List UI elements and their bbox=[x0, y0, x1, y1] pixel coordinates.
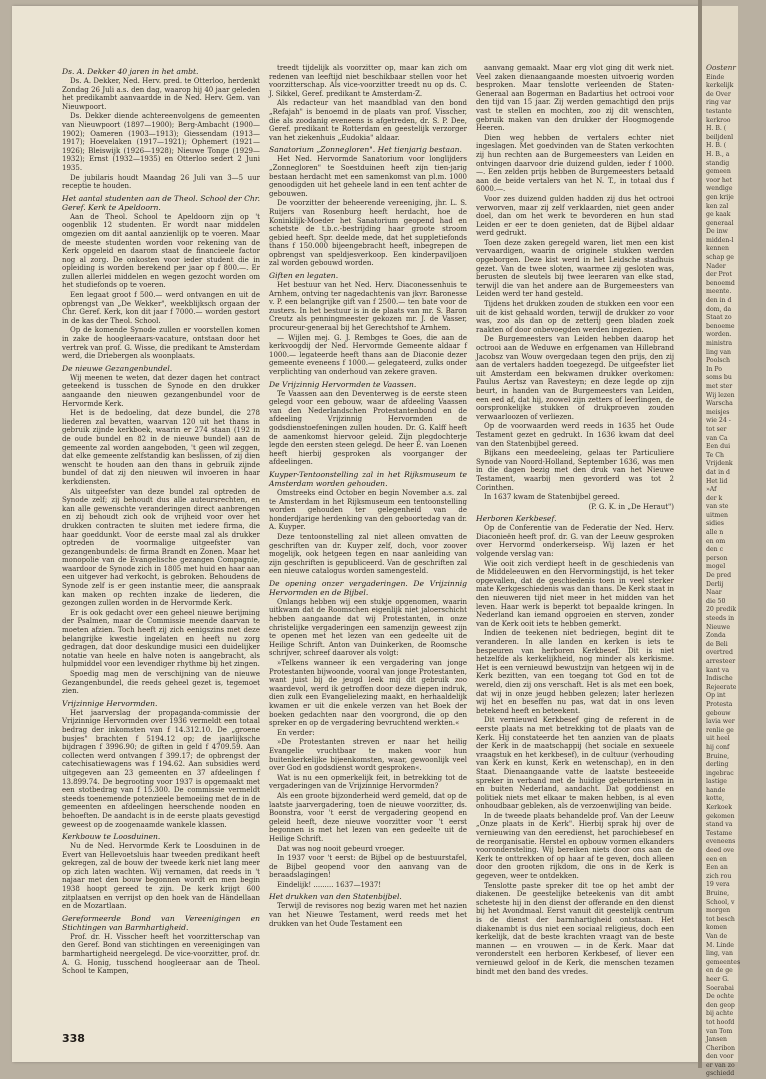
article-paragraph: Prof. dr. H. Visscher heeft het voorzitterschap van den Geref. Bond van stichtingen en vereenigingen van barmhartigheid neergelegd. De vice-voorzitter, prof. dr. A. G. Honig, tusschend hoogleeraar aan de Theol. School te Kampen, bbox=[62, 932, 260, 976]
adjacent-page-line: De pred bbox=[706, 572, 732, 580]
adjacent-page-line: kotte, bbox=[706, 795, 725, 803]
adjacent-page-line: Bruine, bbox=[706, 890, 730, 897]
article-heading: Gereformeerde Bond van Vereenigingen en Stichtingen van Barmhartigheid. bbox=[62, 913, 260, 932]
article-paragraph: Tijdens het drukken zouden de stukken een voor een uit de kist gehaald worden, terwijl de drukker zo voor was, zoo als dan op de zetterij geen bladen zoek raakten of door onbevoegden werden ingezien. bbox=[476, 300, 674, 334]
adjacent-page-line: de Beli bbox=[706, 640, 728, 648]
adjacent-page-line: M. Linde bbox=[706, 941, 734, 949]
article-heading: Vrijzinnige Hervormden. bbox=[62, 698, 158, 708]
adjacent-page-line: Zonda bbox=[706, 632, 726, 640]
article-paragraph: Wat is nu een opmerkelijk feit, in betrekking tot de vergaderingen van de Vrijzinnige Hervormden? bbox=[269, 773, 467, 791]
adjacent-page-line: benoemd bbox=[706, 279, 735, 287]
article-paragraph: In 1637 kwam de Statenbijbel gereed. bbox=[484, 493, 620, 502]
adjacent-page-line: er van zo bbox=[706, 1061, 735, 1069]
article bbox=[476, 64, 674, 511]
adjacent-page-line: schap ge bbox=[706, 254, 734, 262]
article-heading: De nieuwe Gezangenbundel. bbox=[62, 363, 173, 373]
article-paragraph: Dat was nog nooit gebeurd vroeger. bbox=[277, 844, 405, 853]
adjacent-page-line: den in d bbox=[706, 297, 732, 305]
adjacent-page-line: stand va bbox=[706, 821, 733, 829]
article-heading: Sanatorium „Zonnegloren". Het tienjarig bestaan. bbox=[269, 145, 462, 155]
adjacent-page-line: renlie ge bbox=[706, 726, 734, 734]
adjacent-page-line: mogel bbox=[706, 563, 726, 571]
adjacent-page-line: gen krije bbox=[706, 193, 734, 201]
article-paragraph: aanvang gemaakt. Maar erg vlot ging dit werk niet. Veel zaken dienaangaande moesten uitvoerig worden besproken. Maar tenslotte verleenden de Staten-Generaal aan Bogerman en Badartius het octrooi voor den tijd van 15 jaar. Zij werden gemachtigd den prijs vast te stellen en mochten, zoo zij dit wenschten, gebruik maken van den drukker der Hoogmogende Heeren. bbox=[476, 64, 674, 133]
adjacent-page-line: H. B. ( bbox=[706, 125, 727, 133]
column-3 bbox=[476, 64, 674, 1004]
article-paragraph: Op de voorwaarden werd reeds in 1635 het Oude Testament gezet en gedrukt. In 1636 kwam dat deel van den Statenbijbel gereed. bbox=[476, 422, 674, 448]
article-paragraph: Indien de teekenen niet bedriegen, begint dit te veranderen. In alle landen en kerken is iets te bespeuren van herboren Kerkbesef. Dit is niet hetzelfde als kerkelijkheid, nog minder als kerkisme. Het is een vernieuwd bewustzijn van hetgeen wij in de Kerk bezitten, van een toegang tot God en tot de wereld, dien zij ons verschaft. Het is als met een boek, dat wij in onze jeugd hebben gelezen; later herlezen wij het en beseffen nu pas, wat dat in ons leven betekend heeft en beteekent. bbox=[476, 629, 674, 715]
adjacent-page-column bbox=[702, 6, 766, 1079]
adjacent-page-line: Te Ch bbox=[706, 451, 724, 459]
adjacent-page-line: ken zal bbox=[706, 202, 729, 210]
adjacent-page-line: In Po bbox=[706, 365, 723, 373]
adjacent-page-line: de Over bbox=[706, 90, 731, 98]
article-paragraph: In 1937 voor 't eerst: de Bijbel op de bestuurstafel, de Bijbel geopend voor den aanvang van de beraadslagingen! bbox=[269, 854, 467, 880]
article-heading: Giften en legaten. bbox=[269, 271, 339, 281]
adjacent-page-line: den geop bbox=[706, 1001, 735, 1009]
adjacent-page-line: midden-l bbox=[706, 236, 734, 244]
adjacent-page-line: Poolsch bbox=[706, 357, 730, 365]
adjacent-page-line: worden. bbox=[706, 331, 732, 339]
adjacent-page-line: komen bbox=[706, 924, 727, 932]
adjacent-page-line: der Prot bbox=[706, 271, 732, 279]
article-paragraph: Een legaat groot f 500.— werd ontvangen en uit de opbrengst van „De Wekker", weekblijksch orgaan der Chr. Geref. Kerk, kon dit jaar f 7000.— worden gestort in de kas der Theol. School. bbox=[62, 291, 260, 325]
article-paragraph: Tenslotte paste spreker dit toe op het ambt der diakenen. De geestelijke beteekenis van dit ambt scheteste hij in den dienst der offerande en den dienst bij het Avondmaal. Eerst vanuit dit geestelijk centrum is de dienst der barmhartigheid ontstaan. Het diakenambt is dus niet een sociaal religieus, doch een kerkelijk, dat de beste krachten vraagt van de beste mannen — en vrouwen — in de Kerk. Maar dat veronderstelt een herboren Kerkbesef, of liever een vernieuwd geloof in de Kerk, die menschen tezamen bindt met den band des vredes. bbox=[476, 881, 674, 976]
article bbox=[269, 64, 467, 142]
article-paragraph: Dit vernieuwd Kerkbesef ging de referent in de eerste plaats na met betrekking tot de plaats van de Kerk. Hij constateerde het ten aanzien van de plaats der Kerk in de maatschappij (het sociale en sexueele vraagstuk en het kerkbesef), in de cultuur (verhouding van Kerk en kunst, Kerk en wetenschap), en in den Staat. Dienaangaande vatte de laatste besteeeide spreker in verband met de huidige gebeurtenissen in en buiten Nederland, aandacht. Dat goddienst en politiek niets met elkaar te maken hebben, is al even onhoudbaar gebleken, als de verzoenwijling van beide. bbox=[476, 716, 674, 811]
adjacent-page-line: ingebrac bbox=[706, 769, 734, 777]
article-paragraph: Omstreeks eind October en begin November a.s. zal te Amsterdam in het Rijksmuseum een tentoonstelling worden gehouden ter gelegenheid van de honderdjarige herdenking van den geboortedag van dr. A. Kuyper. bbox=[269, 488, 467, 532]
adjacent-page-line: benoeme bbox=[706, 322, 735, 330]
adjacent-page-line: Soerabai bbox=[706, 984, 734, 992]
article-paragraph: Toen deze zaken geregeld waren, liet men een kist vervaardigen, waarin de originele stukken werden opgeborgen. Deze kist werd in het Leidsche stadhuis gezet. Van de twee sloten, waarmee zij gesloten was, berusten de sleutels bij twee leeraren van elke stad, terwijl die van het andere aan de Burgemeesters van Leiden werd ter hand gesteld. bbox=[476, 238, 674, 299]
article-paragraph: Te Vaassen aan den Deventerweg is de eerste steen gelegd voor een gebouw, waar de afdeeling Vaassen van den Nederlandschen Protestantenbond en de afdeeling Vrijzinnig Hervormden de godsdienstoefeningen zullen houden. Dr. G. Kalff heeft de aamenkomst hiervoor geleid. Zijn plegdochterje legde den eersten steen gelegd. De heer E. van Loenen heeft hierbij gesproken als voorganger der afdeelingen. bbox=[269, 389, 467, 467]
adjacent-page-line: heer G. bbox=[706, 975, 729, 983]
adjacent-page-line: kant va bbox=[706, 666, 730, 674]
adjacent-page-line: sidies bbox=[706, 520, 724, 528]
adjacent-page-line: kennen bbox=[706, 245, 730, 253]
adjacent-page-line: der k bbox=[706, 494, 723, 502]
article bbox=[269, 380, 467, 467]
article-paragraph: »De Protestanten streven er naar het heilig Evangelie vruchtbaar te maken voor hun buitenkerkelijke bijeenkomsten, waar, gewoonlijk veel over God en godsdienst wordt gesproken«. bbox=[269, 738, 467, 773]
adjacent-page-line: »Af bbox=[706, 486, 717, 494]
column-1 bbox=[62, 64, 260, 1004]
adjacent-page-line: overtred bbox=[706, 649, 733, 657]
adjacent-page-line: meisjes bbox=[706, 408, 730, 416]
adjacent-page-line: lastige bbox=[706, 778, 727, 786]
article-heading: De opening onzer vergaderingen. De Vrijzinnig Hervormden en de Bijbel. bbox=[269, 578, 467, 597]
adjacent-page-line: tot besch bbox=[706, 915, 735, 923]
article bbox=[269, 892, 467, 928]
article-paragraph: Wie ooit zich verdiept heeft in de geschiedenis van de Middeleeuwen en den Hervormingstijd, is het teker opgevallen, dat de geschiedenis toen in veel sterker mate Kerkgeschiedenis was dan thans. De Kerk staat in den nieuweren tijd niet meer in het midden van het leven. Haar werk is beperkt tot bepaalde kringen. In Nederland kan iemand opgroeien en sterven, zonder van de Kerk ooit iets te hebben gemerkt. bbox=[476, 559, 674, 628]
adjacent-page-line: standig bbox=[706, 159, 730, 167]
article bbox=[62, 364, 260, 696]
adjacent-page-line: bij achte bbox=[706, 1010, 734, 1018]
adjacent-page-line: lavia wer bbox=[706, 718, 735, 726]
adjacent-page-line: steeds in bbox=[706, 615, 735, 622]
article bbox=[476, 514, 674, 976]
adjacent-page-line: die 50 bbox=[706, 597, 726, 605]
adjacent-page-line: Protesta bbox=[706, 700, 733, 708]
adjacent-page-line: Testame bbox=[706, 829, 733, 837]
article-heading: De Vrijzinnig Hervormden te Vaassen. bbox=[269, 379, 417, 389]
adjacent-page-line: 19 vera bbox=[706, 881, 730, 889]
adjacent-page-line: gekomen bbox=[706, 812, 735, 820]
article-paragraph: Terwijl de revisores nog bezig waren met het nazien van het Nieuwe Testament, werd reeds met het drukken van het Oude Testament een bbox=[269, 902, 467, 928]
adjacent-page-line: Nieuwe bbox=[706, 623, 730, 631]
adjacent-page-line: Bruine, bbox=[706, 752, 730, 760]
article-paragraph: De voorzitter der beheerende vereeniging, jhr. L. S. Ruijers van Rosenburg heeft herdacht, hoe de Koninklijk-Moeder het Sanatorium geopend had en schetste de t.b.c.-bestrijding haar groote stroom gebied heeft. Spr. deelde mede, dat het suppletiefonds thans f 150.000 bijeengebracht heeft, inbegrepen de opbrengst van speldjesverkoop. Een kinderpaviljoen zal worden gebouwd worden. bbox=[269, 199, 467, 268]
article-heading: Herboren Kerkbesef. bbox=[476, 514, 557, 524]
page-number: 338 bbox=[62, 1032, 85, 1045]
article bbox=[269, 579, 467, 890]
adjacent-page-line: en de ge bbox=[706, 967, 733, 975]
article-paragraph: Op de komende Synode zullen er voorstellen komen in zake de hoogleeraars-vacature, ontstaan door het vertrek van prof. G. Wisse, die predikant te Amsterdam werd, die Driebergen als woonplaats. bbox=[62, 326, 260, 361]
adjacent-page-line: een en bbox=[706, 855, 727, 863]
article-paragraph: De jubilaris houdt Maandag 26 Juli van 3—5 uur receptie te houden. bbox=[62, 173, 260, 191]
column-2 bbox=[269, 64, 467, 1004]
article-paragraph: Eindelijk! ......... 1637—1937! bbox=[277, 880, 382, 889]
adjacent-page-line: ling van bbox=[706, 348, 732, 356]
adjacent-page-line: Jansen bbox=[706, 1036, 727, 1044]
adjacent-page-line: eveneens bbox=[706, 838, 736, 846]
adjacent-page-heading: Oostenr bbox=[706, 63, 736, 72]
adjacent-page-line: morgen bbox=[706, 907, 731, 915]
article-paragraph: Ds. Dekker diende achtereenvolgens de gemeenten van Nieuwpoort (1897—1900); Berg-Ambacht (1900—1902); Oameren (1903—1913); Giessendam (1913—1917); Hoevelaken (1917—1921); Ophemert (1921—1926); Bleiswijk (1926—1928); Nieuwe Tonge (1929—1932); Ernst (1932—1935) en Otterloo sedert 2 Juni 1935. bbox=[62, 112, 260, 172]
article-paragraph: Bijkans een meedeeleing, gelaas ter Particuliere Synode van Noord-Holland, September 1636, was men in die dagen bezig met den druk van het Nieuwe Testament, waarbij men gevorderd was tot 2 Corinthen. bbox=[476, 449, 674, 492]
adjacent-page-line: Naar bbox=[706, 589, 722, 597]
adjacent-page-line: uit heel bbox=[706, 735, 730, 743]
article-signature: (P. G. K. in „De Heraut") bbox=[588, 502, 674, 511]
adjacent-page-line: Op int bbox=[706, 692, 726, 700]
adjacent-page-line: meente. bbox=[706, 288, 732, 296]
adjacent-page-line: deed ove bbox=[706, 847, 735, 855]
adjacent-page-line: van Tom bbox=[706, 1027, 733, 1035]
article-paragraph: Als redacteur van het maandblad van den bond „Refajah" is benoemd in de plaats van prof. Visscher, die als zoodanig eveneens is afgetreden, dr. S. P. Dee, Geref. predikant te Rotterdam en geestelijk verzorger van het ziekenhuis „Eudokia" aldaar. bbox=[269, 99, 467, 142]
article-paragraph: Aan de Theol. School te Apeldoorn zijn op 't oogenblik 12 studenten. Er wordt naar middelen omgezien om dit aantal aanzienlijk op te voeren. Maar de meeste studenten worden voor rekening van de Kerk opgeleid en daarom staat de financieele factor nog al zorg. De onkosten voor ieder student die in opleiding is worden berekend per jaar op f 800.—. Er zullen allerlei middelen en wegen gezocht worden om het studiefonds op te voeren. bbox=[62, 212, 260, 290]
adjacent-page-line: Wij lezen bbox=[706, 391, 735, 399]
adjacent-page-line: gemeen bbox=[706, 168, 731, 176]
article-paragraph: Op de Conferentie van de Federatie der Ned. Herv. Diaconieën heeft prof. dr. G. van der Leeuw gesproken over Hervormd onderkerseisp. Wij lazen er het volgende verslag van: bbox=[476, 524, 674, 559]
article-paragraph: Er is ook gedacht over een geheel nieuwe berijming der Psalmen, maar de Commissie meende daarvan te moeten afzien. Toch heeft zij zich eenigszins met deze belangrijke kwestie ingelaten en heeft nu zorg gedragen, dat door deskundige musici een duidelijker notatie van heele en halve noten is aangebracht, als hulpmiddel voor een levendiger rhythme bij het zingen. bbox=[62, 608, 260, 669]
adjacent-page-line: Rejeerate bbox=[706, 683, 737, 691]
adjacent-page-line: van ste bbox=[706, 503, 729, 511]
article-heading: Het drukken van den Statenbijbel. bbox=[269, 892, 402, 902]
adjacent-page-line: kerkelijk bbox=[706, 82, 734, 90]
adjacent-page-line: tot ser bbox=[706, 425, 727, 433]
article-paragraph: Het bestuur van het Ned. Herv. Diaconessenhuis te Arnhem, ontving ter nagedachtenis van jkvr. Baronesse v. P. een belangrijke gift van f 2500.— ten bate voor de zusters. In het bestuur is in de plaats van mr. S. Baron Creutz als penningmeester gekozen mr. J. de Vasser, procureur-generaal bij het Gerechtshof te Arnhem. bbox=[269, 281, 467, 333]
adjacent-page-line: testante bbox=[706, 107, 732, 115]
adjacent-page-line: gschiedd bbox=[706, 1070, 735, 1078]
article-paragraph: Ds. A. Dekker, Ned. Herv. pred. te Otterloo, herdenkt Zondag 26 Juli a.s. den dag, waarop hij 40 jaar geleden het predikambt aanvaardde in de Ned. Herv. Gem. van Nieuwpoort. bbox=[62, 77, 260, 111]
article-heading: Het aantal studenten aan de Theol. School der Chr. Geref. Kerk te Apeldoorn. bbox=[62, 193, 260, 212]
adjacent-page-line: met ster bbox=[706, 382, 733, 390]
article bbox=[269, 470, 467, 576]
article-paragraph: »Telkens wanneer ik een vergadering van jonge Protestanten bijwoonde, vooral van jonge Protestanten, want juist bij de jeugd leek mij dit gebruik zoo waardevol, werd ik getroffen door deze diepen indruk, dien zulk een Evangelielezing maakt, en herhaaldelijk kwamen er uit die enkele verzen van het Boek der boeken gedachten naar den voorgrond, die op den spreker en op de vergadering bevruchtend werkten.« bbox=[269, 659, 467, 728]
adjacent-page-line: den c bbox=[706, 546, 724, 554]
adjacent-page-line: dat in d bbox=[706, 468, 730, 476]
article-paragraph: Als uitgeefster van deze bundel zal optreden de Synode zelf; zij behoudt dus alle auteursrechten, en kan alle gewenschte veranderingen direct aanbrengen en zij behoudt zich ook de vrijheid voor over het drukken contracten te sluiten met iedere firma, die haar goeddunkt. Voor de eerste maal zal als drukker optreden de voormalige uitgeefster van gezangenbundels: de firma Brandt en Zonen. Maar het monopolie van de Evangelische gezangen Compagnie, waardoor de Synode zich in 1805 met huid en haar aan een uitgever had verkocht, is gebroken. Behoudens de Synode zelf is er geen instantie meer, die aanspraak kan maken op rechten inzake de liederen, die gezongen zullen worden in de Hervormde Kerk. bbox=[62, 487, 260, 608]
adjacent-page-line: Vrijdenk bbox=[706, 460, 733, 468]
adjacent-page-line: beiljdenl bbox=[706, 133, 734, 141]
article-paragraph: Het jaarverslag der propaganda-commissie der Vrijzinnige Hervormden over 1936 vermeldt een totaal bedrag der inkomsten van f 14.312.10. De „groene busjes" brachten f 5194.12 op; de jaarlijksche bijdragen f 3996.90; de giften in geld f 4709.59. Aan collecten werd ontvangen f 399.17; de opbrengst der catechisatiewagens was f 194.62. Aan subsidies werd uitgegeven aan 23 gemeenten en 37 afdeelingen f 13.899.74. De begrooting voor 1937 is opgemaakt met een stotbedrag van f 15.300. De commissie vermeldt steeds toenemende potenzieele bemoeiing met de in de gemeenten en afdeelingen heerschende nooden en behoeften. De aandacht is in de eerste plaats gevestigd geweest op de zoogenaamde wankele klassen. bbox=[62, 708, 260, 829]
adjacent-page-line: person bbox=[706, 554, 728, 562]
article-paragraph: Voor zes duizend gulden hadden zij dus het octrooi verworven, maar zij zelf verklaarden, niet geen ander doel, dan om het werk te bevorderen en hun stad Leiden er eer te doen genieten, dat de Bijbel aldaar werd gedrukt. bbox=[476, 194, 674, 238]
adjacent-page-line: ministra bbox=[706, 340, 733, 347]
adjacent-page-line: Kerkoek bbox=[706, 804, 732, 812]
adjacent-page-line: tot hoofd bbox=[706, 1018, 735, 1026]
adjacent-page-line: gebouw bbox=[706, 709, 731, 717]
article bbox=[62, 832, 260, 911]
magazine-page bbox=[12, 6, 698, 1062]
article-paragraph: treedt tijdelijk als voorzitter op, maar kan zich om redenen van leeftijd niet beschikbaar stellen voor het voorzitterschap. Als vice-voorzitter treedt nu op ds. C. J. Sikkel, Geref. predikant te Amsterdam-Z. bbox=[269, 64, 467, 98]
adjacent-page-line: wie 24 - bbox=[706, 417, 731, 425]
article-paragraph: Nu de Ned. Hervormde Kerk te Loosduinen in de Evert van Hellevoetsluis haar tweeden predikant heeft gekregen, zal de bouw der tweede kerk niet lang meer op zich laten wachten. Wij vernamen, dat reeds in 't najaar met den bouw begonnen wordt en men begin 1938 hoopt gereed te zijn. De kerk krijgt 600 zitplaatsen en verrijst op den hoek van de Händellaan en de Mozartlaan. bbox=[62, 842, 260, 911]
article bbox=[62, 699, 260, 829]
adjacent-page-strip bbox=[702, 6, 741, 1078]
article-paragraph: En verder: bbox=[277, 728, 315, 737]
article-paragraph: Spoedig mag men de verschijning van de nieuwe Gezangenbundel, die reeds geheel gezet is, tegemoet zien. bbox=[62, 670, 260, 696]
adjacent-page-line: De ochte bbox=[706, 993, 734, 1001]
adjacent-page-line: Een an bbox=[706, 864, 728, 872]
article-paragraph: Deze tentoonstelling zal niet alleen omvatten de geschriften van dr. Kuyper zelf, doch, voor zoover mogelijk, ook hetgeen tegen en naar aanleiding van zijn geschriften is gepubliceerd. Van de geschriften zal een nieuwe catalogus worden samengesteld. bbox=[269, 532, 467, 576]
adjacent-page-line: voor het bbox=[706, 176, 733, 184]
article bbox=[269, 271, 467, 377]
article-paragraph: Als een groote bijzonderheid werd gemeld, dat op de laatste jaarvergadering, toen de nieuwe voorzitter, ds. Boonstra, voor 't eerst de vergadering geopend en geleid heeft, deze nieuwe voorzitter voor 't eerst begonnen is met het lezen van een gedeelte uit de Heilige Schrift. bbox=[269, 791, 467, 843]
adjacent-page-line: Nader bbox=[706, 262, 726, 270]
article-paragraph: Wij meenen te weten, dat dezer dagen het contract geteekend is tusschen de Synode en den drukker aangaande den nieuwen gezangenbundel voor de Hervormde Kerk. bbox=[62, 373, 260, 408]
article-paragraph: Het is de bedoeling, dat deze bundel, die 278 liederen zal bevatten, waarvan 120 uit het thans in gebruik zijnde kerkboek, waarin er 274 staan (192 in de oude bundel en 82 in de nieuwe bundel) aan de gemeente zal worden aangeboden, 't geen wil zeggen, dat elke gemeente zelfstandig kan beslissen, of zij dien wenscht te houden aan den thans in gebruik zijnde bundel of dat zij den nieuwen wil invoeren in haar kerkdiensten. bbox=[62, 409, 260, 486]
adjacent-page-line: H. B. ( bbox=[706, 142, 727, 150]
adjacent-page-line: Cheribon bbox=[706, 1044, 735, 1052]
article bbox=[269, 145, 467, 268]
article-heading: Kerkbouw te Loosduinen. bbox=[62, 832, 161, 842]
adjacent-page-line: ling, van bbox=[706, 950, 734, 958]
adjacent-page-line: Warscha bbox=[706, 400, 733, 408]
adjacent-page-line: gemeentes bbox=[706, 958, 741, 966]
adjacent-page-line: van Ca bbox=[706, 434, 728, 442]
adjacent-page-line: hande bbox=[706, 786, 726, 794]
adjacent-page-line: arresteer bbox=[706, 657, 736, 665]
article-paragraph: — Wijlen mej. G. J. Rembges te Goes, die aan de kerkvoogdij der Ned. Hervormde Gemeente aldaar f 1000.— legateerde heeft thans aan de Diaconie dezer gemeente eveneens f 1000.— gelegateerd, zulks onder verplichting van onderhoud van zekere graven. bbox=[269, 333, 467, 376]
adjacent-page-line: Van de bbox=[706, 932, 728, 940]
adjacent-page-line: Staat zo bbox=[706, 314, 732, 322]
article-paragraph: Het Ned. Hervormde Sanatorium voor longlijders „Zonnegloren" te Soestduinen heeft zijn tien-jarig bestaan herdacht met een samenkomst van pl.m. 1000 genoodigden uit het geheele land in een tent achter de gebouwen. bbox=[269, 155, 467, 198]
adjacent-page-line: Een dui bbox=[706, 443, 731, 451]
article bbox=[62, 194, 260, 361]
article-heading: Ds. A. Dekker 40 jaren in het ambt. bbox=[62, 67, 199, 76]
adjacent-page-line: alle n bbox=[706, 529, 724, 537]
article bbox=[62, 914, 260, 976]
adjacent-page-line: wendige bbox=[706, 185, 733, 193]
adjacent-page-line: soms bu bbox=[706, 374, 732, 382]
adjacent-page-line: kerkroo bbox=[706, 116, 731, 124]
adjacent-page-line: ge kaak bbox=[706, 211, 731, 219]
article-paragraph: In de tweede plaats behandelde prof. Van der Leeuw „Onze plaats in de Kerk". Hierbij sprak hij over de vernieuwing van den eeredienst, het parochiebesef en de reorganisatie. Herstel en opbouw vormen elkanders voorondersteling. Wij bereiken niets door ons aan de Kerk te onttrekken of op haar af te geven, doch alleen door den grooten rijkdom, die ons in de Kerk is gegeven, weer te ontdekken. bbox=[476, 811, 674, 881]
article bbox=[62, 67, 260, 191]
article-heading: Kuyper-Tentoonstelling zal in het Rijksmuseum te Amsterdam worden gehouden. bbox=[269, 469, 467, 488]
article-paragraph: De Burgemeesters van Leiden hebben daarop het octrooi aan de Weduwe en erfgenamen van Hillebrand Jacobsz van Wouw overgedaan tegen den prijs, den zij aan de vertalers hadden toegezegd. De uitgeefster liet uit Amsterdam een bekwamen drukker overkomen: Paulus Aertsz van Ravesteyn; en deze legde op zijn beurt, in handen van de Burgemeesters van Leiden, een eed af, dat hij, zoowel zijn zetters of leerlingen, de oorspronkelijke stukken of drukproeven zouden verwaarloozen of verliezen. bbox=[476, 335, 674, 421]
adjacent-page-line: en om bbox=[706, 537, 726, 545]
adjacent-page-line: 20 predik bbox=[706, 606, 737, 614]
adjacent-page-line: generaal bbox=[706, 219, 734, 227]
adjacent-page-line: derling bbox=[706, 761, 729, 769]
adjacent-page-line: hij conf bbox=[706, 743, 730, 751]
article-paragraph: Dien weg hebben de vertalers echter niet ingeslagen. Met goedvinden van de Staten verkochten zij hun rechten aan de Burgemeesters van Leiden en ontvingen daarvoor drie duizend gulden, ieder f 1000.—. Een zelden prijs hebben de Burgemeesters betaald aan de beide vertalers van het N. T., in totaal dus f 6000.—. bbox=[476, 133, 674, 194]
adjacent-page-line: uitmen bbox=[706, 511, 728, 519]
adjacent-page-line: ring var bbox=[706, 99, 731, 107]
adjacent-page-line: Derlij bbox=[706, 580, 724, 588]
adjacent-page-line: dom, da bbox=[706, 305, 732, 313]
adjacent-page-line: H. B., a bbox=[706, 150, 730, 158]
adjacent-page-line: Einde bbox=[706, 73, 725, 81]
article-paragraph: Onlangs hebben wij een stukje opgenomen, waarin uitkwam dat de Roomschen eigenlijk niet jaloerschicht hebben aangaande dat wij Protestanten, in onze christelijke vergaderingen een samenzijn geweest zijn te openen met het lezen van een gedeelte uit de Heilige Schrift. Anton van Duinkerken, de Roomsche schrijver, schreef daarover als volgt: bbox=[269, 597, 467, 658]
adjacent-page-line: De inw bbox=[706, 228, 728, 236]
adjacent-page-line: Indische bbox=[706, 675, 733, 683]
adjacent-page-line: School, v bbox=[706, 898, 735, 906]
adjacent-page-lines bbox=[706, 74, 766, 1079]
adjacent-page-line: zich rou bbox=[706, 872, 732, 880]
adjacent-page-line: den voor bbox=[706, 1053, 734, 1061]
adjacent-page-line: Het lid bbox=[706, 477, 728, 485]
